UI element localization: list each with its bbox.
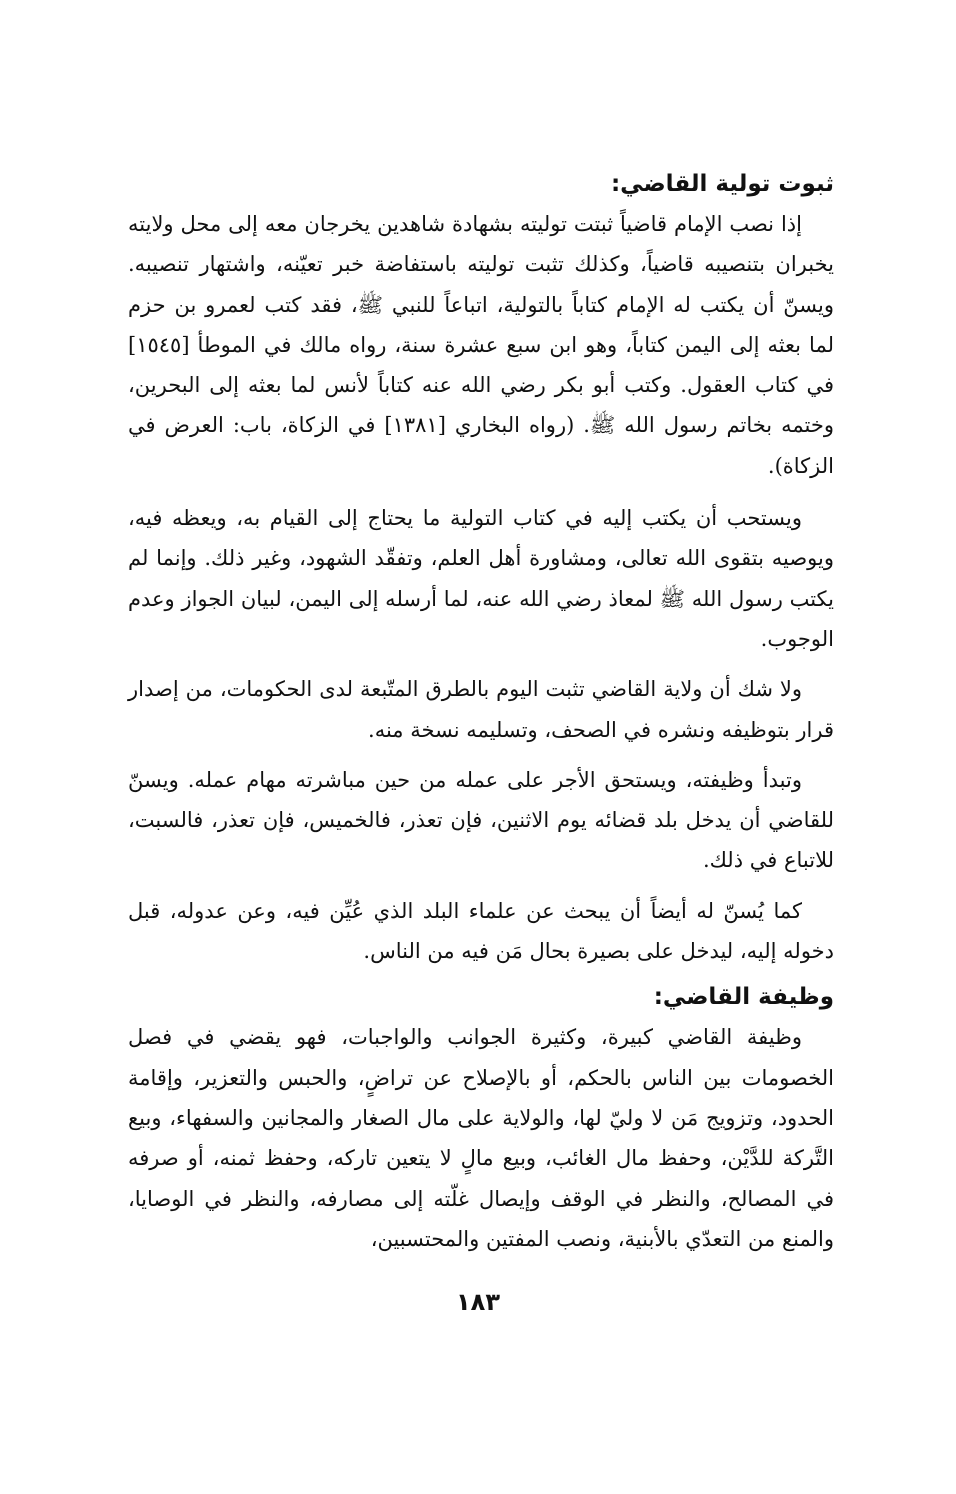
section-heading-judge-duties: وظيفة القاضي: [653,984,834,1011]
paragraph-spacer [128,486,834,498]
paragraph: ويستحب أن يكتب إليه في كتاب التولية ما يحتاج إلى القيام به، ويعظه فيه، ويوصيه بتقوى الله تعالى، ومشاورة أهل العلم، وتفقّد الشهود، وغير ذلك. وإنما لم يكتب رسول الله ﷺ لمعاذ رضي الله عنه، لما أرسله إلى اليمن، لبيان الجواز وعدم الوجوب. [128,506,834,651]
paragraph-spacer [128,659,834,669]
page-number: ١٨٣ [456,1288,500,1316]
section-heading-judge-appointment: ثبوت تولية القاضي: [610,171,834,197]
paragraph: كما يُسنّ له أيضاً أن يبحث عن علماء البلد الذي عُيِّن فيه، وعن عدوله، قبل دخوله إليه، ليدخل على بصيرة بحال مَن فيه من الناس. [128,898,834,964]
paragraph: إذا نصب الإمام قاضياً ثبتت توليته بشهادة شاهدين يخرجان معه إلى محل ولايته يخبران بتنصيبه قاضياً، وكذلك تثبت توليته باستفاضة خبر تعيّنه، واشتهار تنصيبه. ويسنّ أن يكتب له الإمام كتاباً بالتولية، اتباعاً للنبي ﷺ، فقد كتب لعمرو بن حزم لما بعثه إلى اليمن كتاباً، وهو ابن سبع عشرة سنة، رواه مالك في الموطأ [١٥٤٥] في كتاب العقول. وكتب أبو بكر رضي الله عنه كتاباً لأنس لما بعثه إلى البحرين، وختمه بخاتم رسول الله ﷺ. (رواه البخاري [١٣٨١] في الزكاة، باب: العرض في الزكاة). [128,212,834,478]
paragraph-spacer [128,750,834,760]
page-body [128,164,834,1259]
paragraph: وتبدأ وظيفته، ويستحق الأجر على عمله من حين مباشرته مهام عمله. ويسنّ للقاضي أن يدخل بلد قضائه يوم الاثنين، فإن تعذر، فالخميس، فإن تعذر، فالسبت، للاتباع في ذلك. [128,767,834,873]
paragraph: وظيفة القاضي كبيرة، وكثيرة الجوانب والواجبات، فهو يقضي في فصل الخصومات بين الناس بالحكم، أو بالإصلاح عن تراضٍ، والحبس والتعزير، وإقامة الحدود، وتزويج مَن لا وليّ لها، والولاية على مال الصغار والمجانين والسفهاء، وبيع التَّركة للدَّيْن، وحفظ مال الغائب، وبيع مالٍ لا يتعين تاركه، وحفظ ثمنه، أو صرفه في المصالح، والنظر في الوقف وإيصال غلّته إلى مصارفه، والنظر في الوصايا، والمنع من التعدّي بالأبنية، ونصب المفتين والمحتسبين، [128,1025,834,1251]
paragraph-spacer [128,881,834,891]
paragraph: ولا شك أن ولاية القاضي تثبت اليوم بالطرق المتّبعة لدى الحكومات، من إصدار قرار بتوظيفه ونشره في الصحف، وتسليمه نسخة منه. [128,677,834,742]
